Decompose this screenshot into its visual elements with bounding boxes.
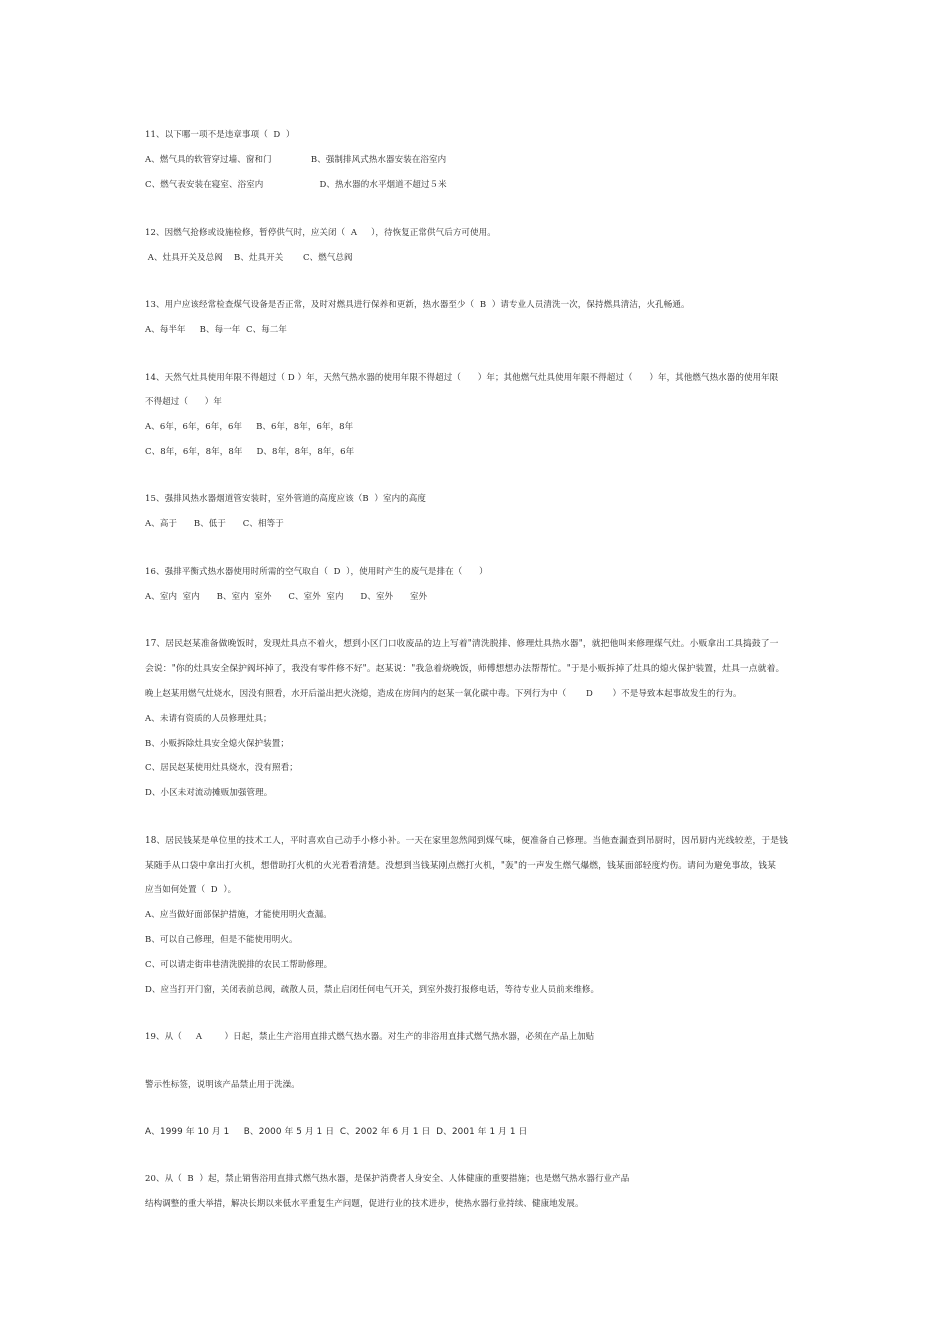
question-16-options: A、室内 室内 B、室内 室外 C、室外 室内 D、室外 室外 bbox=[145, 592, 428, 602]
question-14-options-cd: C、8年，6年，8年，8年 D、8年，8年，8年，6年 bbox=[145, 447, 355, 457]
question-15-options: A、高于 B、低于 C、相等于 bbox=[145, 519, 284, 529]
question-13-stem: 13、用户应该经常检查煤气设备是否正常，及时对燃具进行保养和更新，热水器至少（ B ）请专业人员清洗一次，保持燃具清洁，火孔畅通。 bbox=[145, 300, 690, 310]
question-14-stem-line-1: 14、天然气灶具使用年限不得超过（ D ）年，天然气热水器的使用年限不得超过（ ）年；其他燃气灶具使用年限不得超过（ ）年，其他燃气热水器的使用年限 bbox=[145, 373, 779, 383]
question-11-stem: 11、以下哪一项不是违章事项（ D ） bbox=[145, 130, 295, 140]
question-12-options: A、灶具开关及总阀 B、灶具开关 C、燃气总阀 bbox=[145, 253, 353, 263]
question-18-stem-line-1: 18、居民钱某是单位里的技术工人，平时喜欢自己动手小修小补。一天在家里忽然闻到煤气味，便准备自己修理。当他查漏查到吊厨时，因吊厨内光线较差，于是钱 bbox=[145, 836, 789, 846]
question-20-stem-line-1: 20、从（ B ）起，禁止销售浴用直排式燃气热水器，是保护消费者人身安全、人体健康的重要措施；也是燃气热水器行业产品 bbox=[145, 1174, 630, 1184]
question-19-stem-line-1: 19、从（ A ）日起，禁止生产浴用直排式燃气热水器。对生产的非浴用直排式燃气热水器，必须在产品上加贴 bbox=[145, 1032, 595, 1042]
question-19-stem-line-2: 警示性标签，说明该产品禁止用于洗澡。 bbox=[145, 1080, 300, 1090]
question-18-option-b: B、可以自己修理，但是不能使用明火。 bbox=[145, 935, 298, 945]
question-18-stem-line-3: 应当如何处置（ D ）。 bbox=[145, 885, 237, 895]
question-13-options: A、每半年 B、每一年 C、每二年 bbox=[145, 325, 288, 335]
question-17-option-a: A、未请有资质的人员修理灶具； bbox=[145, 714, 272, 724]
question-18-option-a: A、应当做好面部保护措施，才能使用明火查漏。 bbox=[145, 910, 332, 920]
question-17-stem-line-3: 晚上赵某用燃气灶烧水，因没有照看，水开后溢出把火浇熄，造成在房间内的赵某一氧化碳中毒。下列行为中（ D ）不是导致本起事故发生的行为。 bbox=[145, 689, 742, 699]
question-18-option-c: C、可以请走街串巷清洗脱排的农民工帮助修理。 bbox=[145, 960, 333, 970]
question-17-stem-line-1: 17、居民赵某准备做晚饭时，发现灶具点不着火，想到小区门口收废品的边上写着"清洗脱排、修理灶具热水器"，就把他叫来修理煤气灶。小贩拿出工具捣鼓了一 bbox=[145, 639, 779, 649]
question-17-option-c: C、居民赵某使用灶具烧水，没有照看； bbox=[145, 763, 298, 773]
question-19-options: A、1999 年 10 月 1 B、2000 年 5 月 1 日 C、2002 年 6 月 1 日 D、2001 年 1 月 1 日 bbox=[145, 1127, 528, 1137]
question-17-option-b: B、小贩拆除灶具安全熄火保护装置； bbox=[145, 739, 289, 749]
question-17-stem-line-2: 会说："你的灶具安全保护阀坏掉了，我没有零件修不好"。赵某说："我急着烧晚饭，师傅想想办法帮帮忙。"于是小贩拆掉了灶具的熄火保护装置，灶具一点就着。 bbox=[145, 664, 785, 674]
question-17-option-d: D、小区未对流动摊贩加强管理。 bbox=[145, 788, 273, 798]
question-14-stem-line-2: 不得超过（ ）年 bbox=[145, 397, 223, 407]
question-11-options-ab: A、燃气具的软管穿过墙、窗和门 B、强制排风式热水器安装在浴室内 bbox=[145, 155, 447, 165]
question-12-stem: 12、因燃气抢修或设施检修，暂停供气时，应关闭（ A ），待恢复正常供气后方可使用。 bbox=[145, 228, 496, 238]
question-14-options-ab: A、6年，6年，6年，6年 B、6年，8年，6年，8年 bbox=[145, 422, 354, 432]
question-18-stem-line-2: 某随手从口袋中拿出打火机，想借助打火机的火光看看清楚。没想到当钱某刚点燃打火机，"轰"的一声发生燃气爆燃，钱某面部轻度灼伤。请问为避免事故，钱某 bbox=[145, 861, 777, 871]
question-18-option-d: D、应当打开门窗，关闭表前总阀，疏散人员，禁止启闭任何电气开关，到室外拨打报修电话，等待专业人员前来维修。 bbox=[145, 985, 600, 995]
question-15-stem: 15、强排风热水器烟道管安装时，室外管道的高度应该（B ）室内的高度 bbox=[145, 494, 426, 504]
question-20-stem-line-2: 结构调整的重大举措，解决长期以来低水平重复生产问题，促进行业的技术进步，使热水器行业持续、健康地发展。 bbox=[145, 1199, 584, 1209]
question-16-stem: 16、强排平衡式热水器使用时所需的空气取自（ D ），使用时产生的废气是排在（ ） bbox=[145, 567, 488, 577]
question-11-options-cd: C、燃气表安装在寝室、浴室内 D、热水器的水平烟道不超过５米 bbox=[145, 180, 447, 190]
